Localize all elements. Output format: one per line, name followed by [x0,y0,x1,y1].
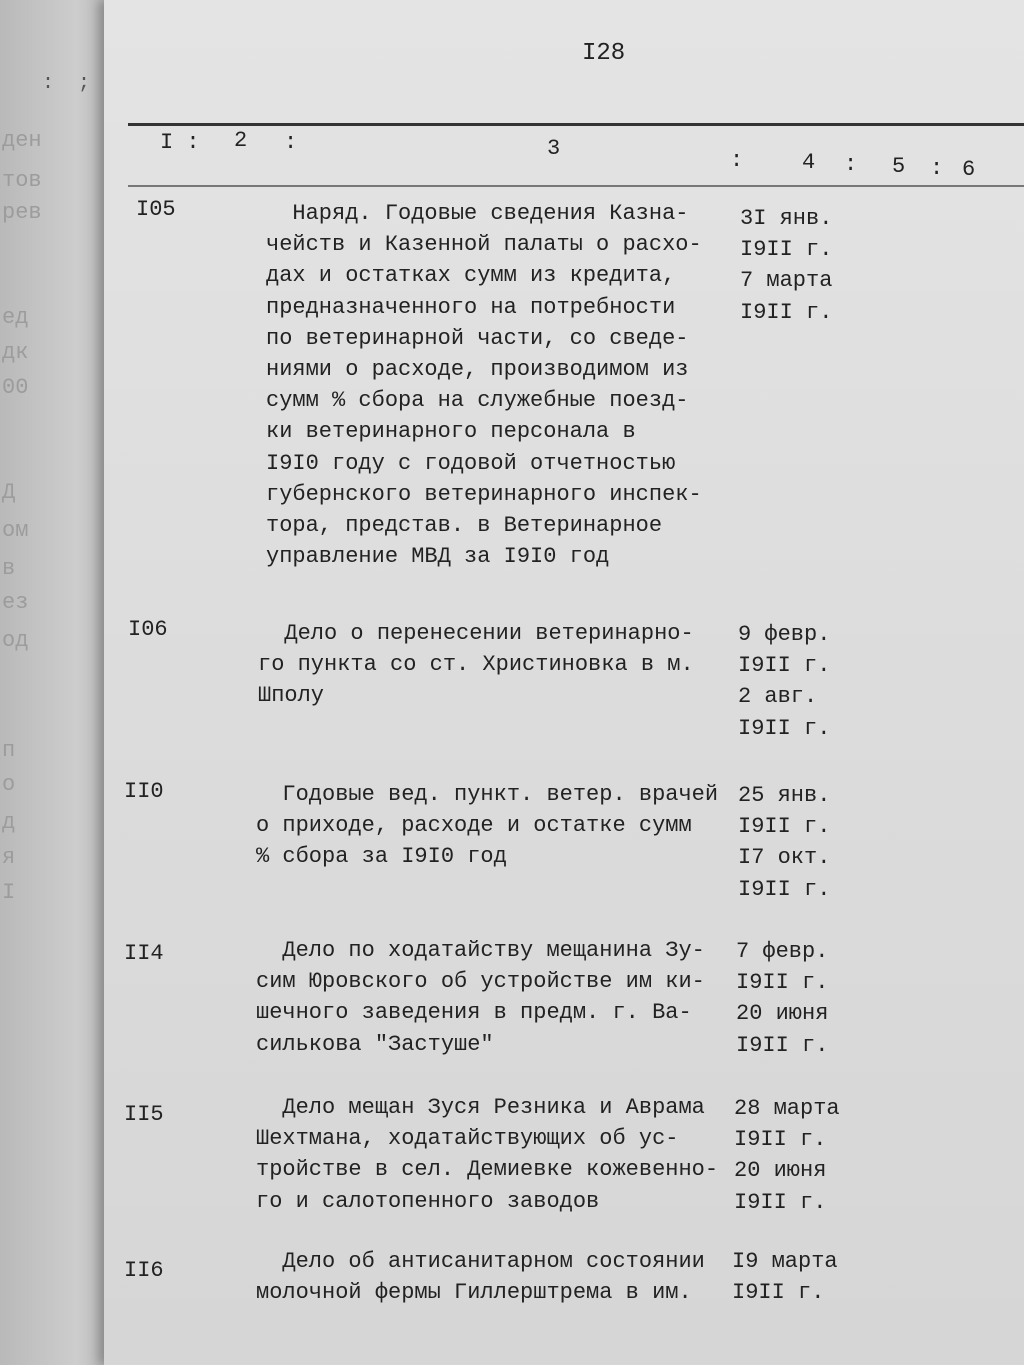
entry-number: II4 [124,941,164,966]
column-header-6: 6 [962,157,976,182]
entry-number: II6 [124,1258,164,1283]
left-page-fragment: ом [2,518,29,543]
left-page-fragment: в [2,556,16,581]
entry-number: I06 [128,617,168,642]
entry-description: Годовые вед. пункт. ветер. врачей о приходе, расходе и остатке сумм % сбора за I9I0 год [256,782,719,870]
left-page-fragment: дк [2,340,29,365]
column-header-4: 4 [802,150,816,175]
entry-dates: 3I янв. I9II г. 7 марта I9II г. [740,206,833,325]
entry-dates: I9 марта I9II г. [732,1249,838,1306]
document-page [42,0,1024,1365]
header-rule-bottom [128,185,1024,187]
entry-number: II5 [124,1102,164,1127]
page-number: I28 [582,40,626,67]
entry-number: II0 [124,779,164,804]
left-page-fragment: I [2,880,16,905]
column-header-3: 3 [547,136,561,161]
column-separator: : [930,156,944,181]
column-separator: : [284,130,298,155]
left-margin-marks: : ; [42,72,91,95]
left-page-fragment: тов [2,168,42,193]
left-page-fragment: п [2,738,16,763]
header-rule-top [128,123,1024,126]
entry-dates: 7 февр. I9II г. 20 июня I9II г. [736,939,829,1058]
entry-dates: 9 февр. I9II г. 2 авг. I9II г. [738,622,831,741]
left-page-fragment: д [2,810,16,835]
left-page-fragment: Д [2,480,16,505]
left-page-fragment: я [2,845,16,870]
entry-description: Дело об антисанитарном состоянии молочной фермы Гиллерштрема в им. [256,1249,705,1306]
left-page-fragment: ед [2,305,29,330]
column-header-5: 5 [892,154,906,179]
left-page-fragment: о [2,772,16,797]
column-separator: : [730,148,744,173]
entry-number: I05 [136,197,176,222]
left-page-fragment: ден [2,128,42,153]
column-header-1: I : [160,130,200,155]
column-header-2: 2 [234,128,248,153]
entry-description: Наряд. Годовые сведения Казна- чейств и Казенной палаты о расхо- дах и остатках сумм из кредита, предназначенного на потребности по ветеринарной части, со сведе- ниями о расходе, производимом из сумм % сбора на служебные поезд- ки ветеринарного персонала в I9I0 году с годовой отчетностью губернского ветеринарного инспек- тора, представ. в Ветеринарное управление МВД за I9I0 год [266,201,702,570]
entry-description: Дело по ходатайству мещанина Зу- сим Юровского об устройстве им ки- шечного заведения в предм. г. Ва- силькова "Застуше" [256,938,705,1057]
entry-description: Дело мещан Зуся Резника и Аврама Шехтмана, ходатайствующих об ус- тройстве в сел. Демиевке кожевенно- го и салотопенного заводов [256,1095,719,1214]
left-page-fragment: од [2,628,29,653]
entry-dates: 25 янв. I9II г. I7 окт. I9II г. [738,783,831,902]
left-page-fragment: ез [2,590,29,615]
left-page-fragment: рев [2,200,42,225]
column-separator: : [844,152,858,177]
left-page-fragment: 00 [2,375,29,400]
entry-description: Дело о перенесении ветеринарно- го пункта со ст. Христиновка в м. Шполу [258,621,694,709]
entry-dates: 28 марта I9II г. 20 июня I9II г. [734,1096,840,1215]
